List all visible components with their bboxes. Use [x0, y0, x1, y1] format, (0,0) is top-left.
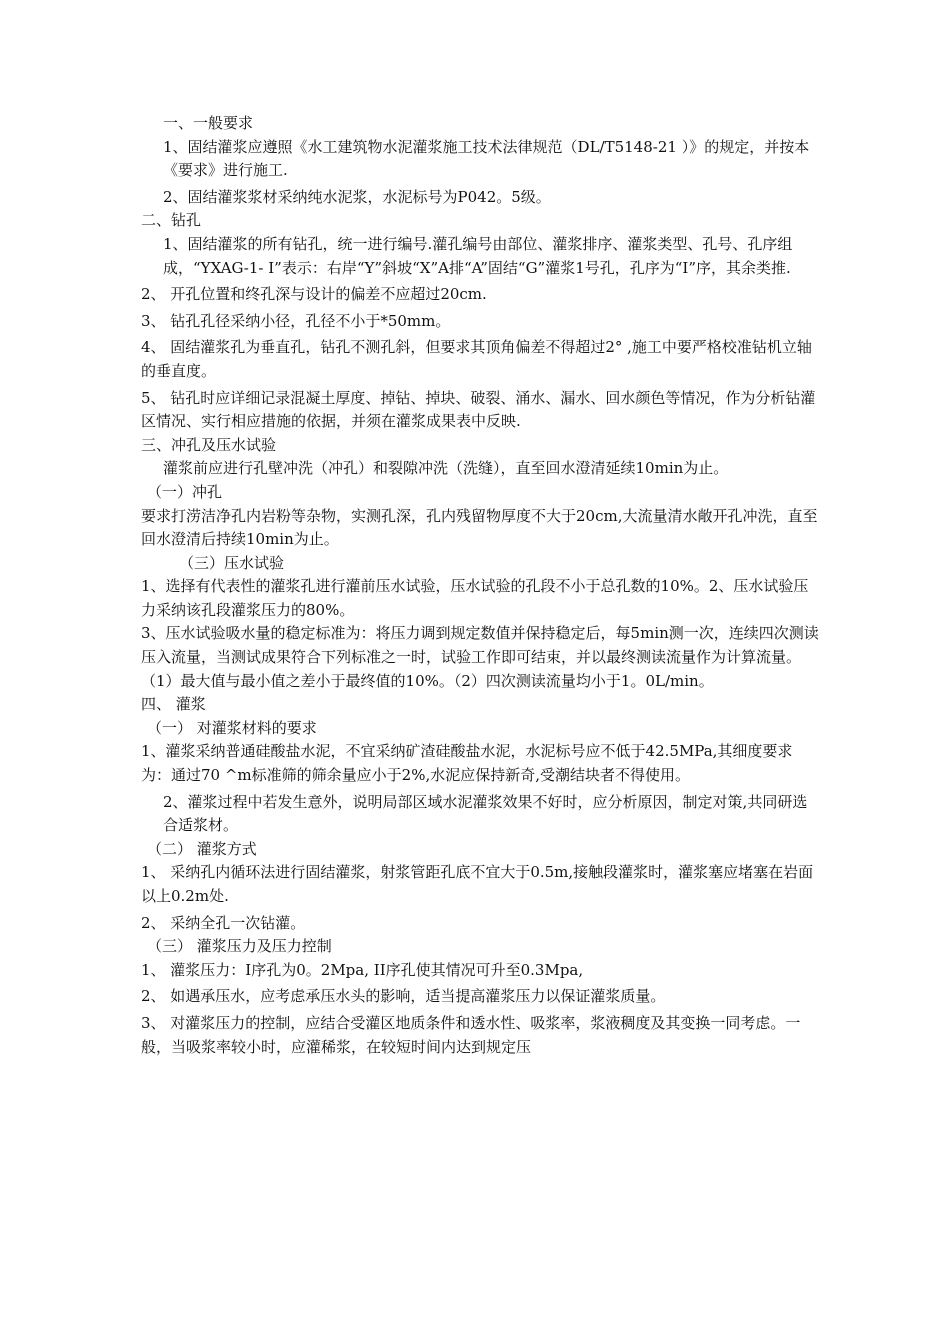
paragraph: 3、 对灌浆压力的控制，应结合受灌区地质条件和透水性、吸浆率，浆液稠度及其变换一同考虑。一般，当吸浆率较小时，应灌稀浆，在较短时间内达到规定压 [141, 1013, 801, 1056]
subheading-grouting-method: （二） 灌浆方式 [147, 839, 257, 858]
subheading-grout-materials: （一） 对灌浆材料的要求 [147, 718, 317, 737]
paragraph: 2、 采纳全孔一次钻灌。 [141, 913, 306, 932]
heading-general-requirements: 一、一般要求 [163, 114, 254, 132]
paragraph: 2、固结灌浆浆材采纳纯水泥浆，水泥标号为P042。5级。 [163, 187, 551, 206]
document-body [141, 112, 821, 1059]
paragraph: 要求打涝洁净孔内岩粉等杂物，实测孔深，孔内残留物厚度不大于20cm,大流量清水敞开孔冲洗，直至回水澄清后持续10min为止。 [141, 506, 818, 549]
paragraph: 2、 如遇承压水，应考虑承压水头的影响，适当提高灌浆压力以保证灌浆质量。 [141, 987, 666, 1006]
heading-flushing-water-test: 三、冲孔及压水试验 [141, 435, 277, 454]
paragraph: 4、 固结灌浆孔为垂直孔，钻孔不测孔斜，但要求其顶角偏差不得超过2° ,施工中要严格校准钻机立轴的垂直度。 [141, 338, 812, 380]
subheading-grouting-pressure: （三） 灌浆压力及压力控制 [147, 937, 332, 956]
paragraph: 1、选择有代表性的灌浆孔进行灌前压水试验，压水试验的孔段不小于总孔数的10%。2、压水试验压力采纳该孔段灌浆压力的80%。 [141, 577, 809, 619]
subheading-flushing: （一）冲孔 [147, 482, 223, 501]
paragraph: 1、 灌浆压力：I序孔为0。2Mpa, II序孔使其情况可升至0.3Mpa, [141, 960, 584, 979]
subheading-water-pressure-test: （三）压水试验 [179, 553, 285, 572]
paragraph: 1、 采纳孔内循环法进行固结灌浆，射浆管距孔底不宜大于0.5m,接触段灌浆时，灌浆塞应堵塞在岩面以上0.2m处. [141, 863, 814, 905]
paragraph: 1、固结灌浆应遵照《水工建筑物水泥灌浆施工技术法律规范（DL/T5148-21 ）》的规定，并按本《要求》进行施工. [163, 137, 810, 180]
paragraph: 2、 开孔位置和终孔深与设计的偏差不应超过20cm. [141, 285, 487, 304]
paragraph: 1、固结灌浆的所有钻孔，统一进行编号.灌孔编号由部位、灌浆排序、灌浆类型、孔号、孔序组成，“YXAG-1- I”表示：右岸“Y”斜坡“X”A排“A”固结“G”灌浆1号孔，孔序为“I”序，其余类推. [163, 234, 793, 277]
paragraph: 1、灌浆采纳普通硅酸盐水泥，不宜采纳矿渣硅酸盐水泥，水泥标号应不低于42.5MPa,其细度要求为：通过70 ^m标准筛的筛余量应小于2%,水泥应保持新奇,受潮结块者不得使用。 [141, 742, 793, 785]
paragraph: 3、 钻孔孔径采纳小径，孔径不小于*50mm。 [141, 311, 451, 330]
paragraph: 5、 钻孔时应详细记录混凝土厚度、掉钻、掉块、破裂、涌水、漏水、回水颜色等情况，作为分析钻灌区情况、实行相应措施的依据，并须在灌浆成果表中反映. [141, 388, 816, 431]
paragraph: 3、压水试验吸水量的稳定标准为：将压力调到规定数值并保持稳定后，每5min测一次，连续四次测读压入流量，当测试成果符合下列标准之一时，试验工作即可结束，并以最终测读流量作为计算流量。（1）最大值与最小值之差小于最终值的10%。（2）四次测读流量均小于1。0L/min。 [141, 624, 819, 690]
paragraph: 2、灌浆过程中若发生意外，说明局部区域水泥灌浆效果不好时，应分析原因，制定对策,共同研选合适浆材。 [163, 792, 808, 835]
paragraph: 灌浆前应进行孔壁冲洗（冲孔）和裂隙冲洗（洗缝），直至回水澄清延续10min为止。 [163, 459, 729, 478]
heading-drilling: 二、钻孔 [141, 211, 202, 230]
heading-grouting: 四、 灌浆 [141, 695, 206, 714]
